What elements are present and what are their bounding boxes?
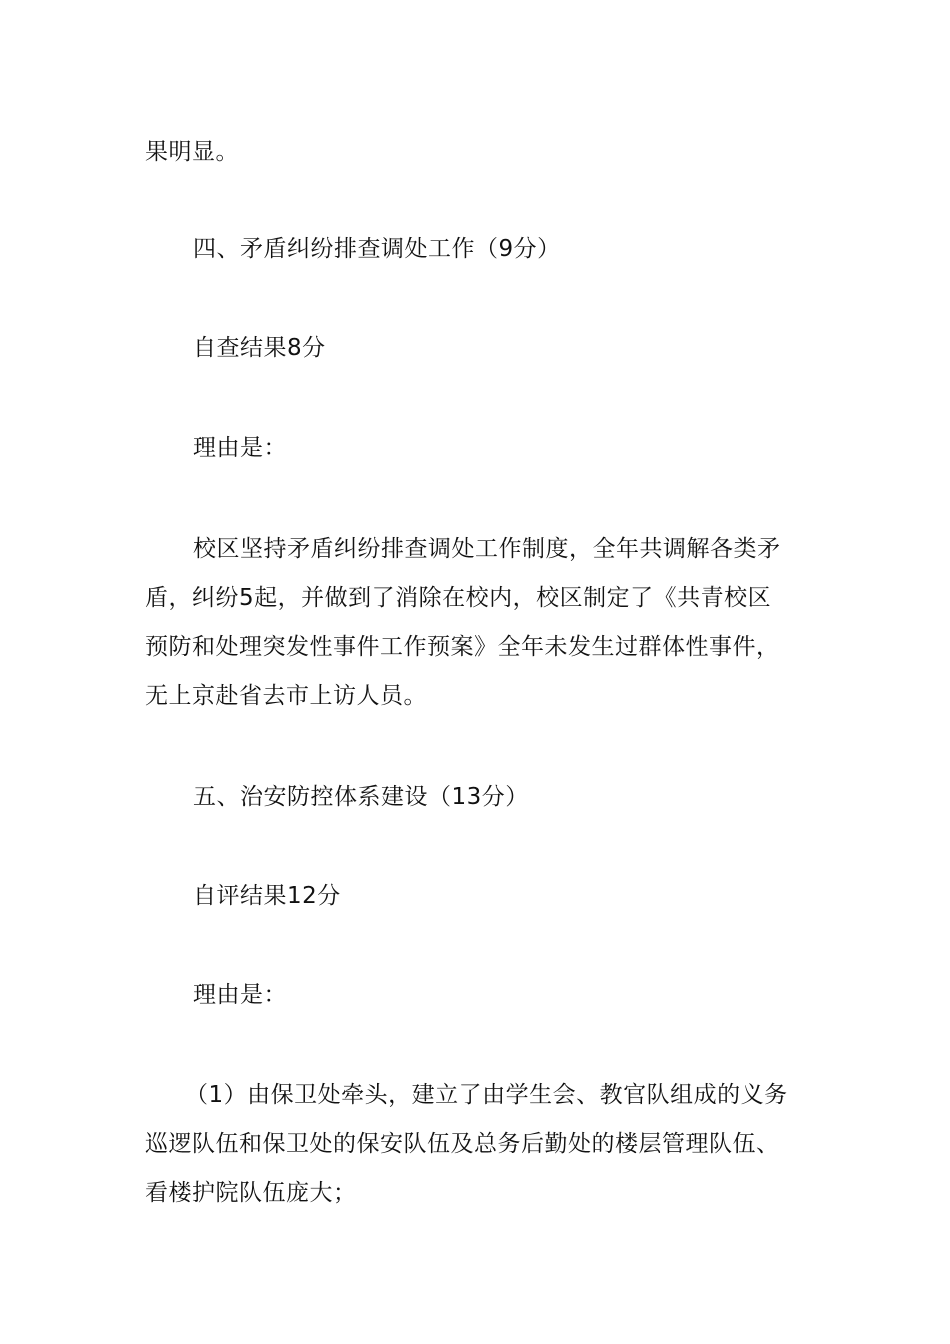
self-check-result: 自查结果8分	[193, 335, 326, 361]
section-heading-5: 五、治安防控体系建设（13分）	[193, 784, 529, 810]
paragraph-line: 无上京赴省去市上访人员。	[145, 683, 427, 709]
paragraph-fragment: 果明显。	[145, 139, 239, 165]
paragraph-line: 巡逻队伍和保卫处的保安队伍及总务后勤处的楼层管理队伍、	[145, 1131, 780, 1157]
paragraph-line: 盾，纠纷5起，并做到了消除在校内，校区制定了《共青校区	[145, 585, 772, 611]
section-heading-4: 四、矛盾纠纷排查调处工作（9分）	[193, 236, 561, 262]
paragraph-line: 看楼护院队伍庞大；	[145, 1180, 357, 1206]
paragraph-dispute-mediation	[145, 525, 815, 721]
reason-label: 理由是：	[193, 982, 287, 1008]
self-evaluation-result: 自评结果12分	[193, 883, 341, 909]
paragraph-line: 校区坚持矛盾纠纷排查调处工作制度，全年共调解各类矛	[193, 536, 781, 562]
paragraph-patrol-teams	[145, 1071, 815, 1218]
reason-label: 理由是：	[193, 435, 287, 461]
paragraph-line: （1）由保卫处牵头，建立了由学生会、教官队组成的义务	[185, 1082, 788, 1108]
paragraph-line: 预防和处理突发性事件工作预案》全年未发生过群体性事件，	[145, 634, 780, 660]
